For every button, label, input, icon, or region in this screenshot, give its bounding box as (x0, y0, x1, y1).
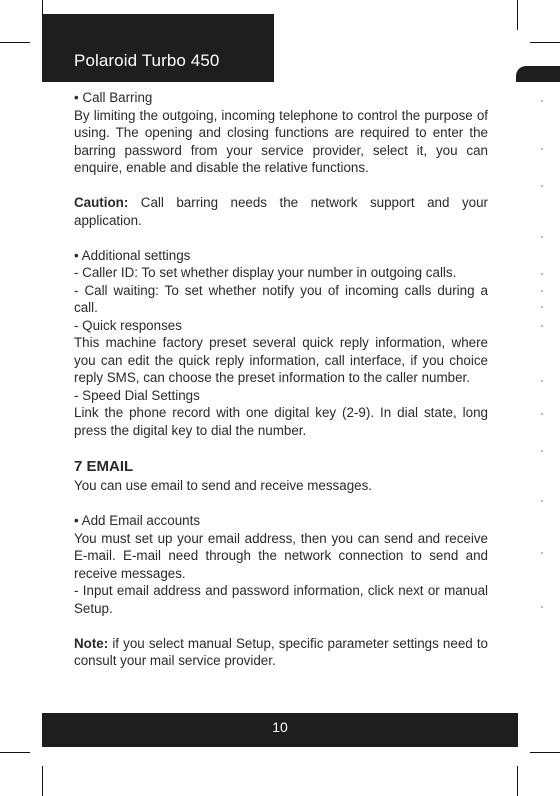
crop-mark (517, 766, 518, 796)
quick-responses-heading: - Quick responses (74, 317, 182, 333)
call-barring-heading: • Call Barring (74, 90, 153, 105)
crop-mark (0, 42, 30, 43)
caution-text: Call barring needs the network support and your application. (74, 195, 488, 228)
crop-mark (0, 752, 30, 753)
speed-dial-heading: - Speed Dial Settings (74, 387, 200, 403)
add-email-heading: • Add Email accounts (74, 513, 201, 528)
margin-dot (541, 606, 543, 608)
margin-dot (541, 500, 543, 502)
margin-dot (541, 273, 543, 275)
page-content (74, 89, 488, 670)
margin-dot (541, 290, 543, 292)
input-email-body: - Input email address and password information, click next or manual Setup. (74, 583, 488, 616)
margin-dot (541, 325, 543, 327)
crop-mark (530, 42, 560, 43)
call-waiting-text: - Call waiting: To set whether notify you of incoming calls during a call. (74, 282, 488, 315)
margin-dot (541, 552, 543, 554)
additional-heading: • Additional settings (74, 247, 191, 263)
margin-dot (541, 148, 543, 150)
header-bar (42, 14, 274, 82)
crop-mark (517, 0, 518, 30)
call-barring-body: By limiting the outgoing, incoming telephone to control the purpose of using. The opening and closing functions are required to enter the barring password from your service provider, select it, you can enquire, enable and disable the relative functions. (74, 107, 488, 175)
margin-dot (541, 413, 543, 415)
speed-dial-body: Link the phone record with one digital key (2-9). In dial state, long press the digital key to dial the number. (74, 405, 488, 438)
note-paragraph (74, 635, 488, 670)
caller-id-text: - Caller ID: To set whether display your number in outgoing calls. (74, 265, 457, 280)
email-intro: You can use email to send and receive messages. (74, 478, 372, 493)
margin-dot (541, 450, 543, 452)
header-tab (516, 66, 560, 82)
email-section-title: 7 EMAIL (74, 458, 134, 475)
note-label: Note: (74, 635, 109, 651)
caution-paragraph (74, 194, 488, 229)
note-text: if you select manual Setup, specific parameter settings need to consult your mail service provider. (74, 635, 488, 668)
margin-dot (541, 380, 543, 382)
margin-dot (541, 236, 543, 238)
quick-responses-body: This machine factory preset several quick reply information, where you can edit the quick reply information, call interface, if you choice reply SMS, can choose the preset information to the caller number. (74, 335, 488, 385)
caution-label: Caution: (74, 195, 129, 210)
page-number: 10 (272, 719, 288, 735)
margin-dot (541, 100, 543, 102)
crop-mark (42, 766, 43, 796)
header-title: Polaroid Turbo 450 (74, 51, 220, 70)
add-email-body: You must set up your email address, then you can send and receive E-mail. E-mail need through the network connection to send and receive messages. (74, 530, 488, 581)
crop-mark (530, 752, 560, 753)
margin-dot (541, 185, 543, 187)
margin-dot (541, 306, 543, 308)
